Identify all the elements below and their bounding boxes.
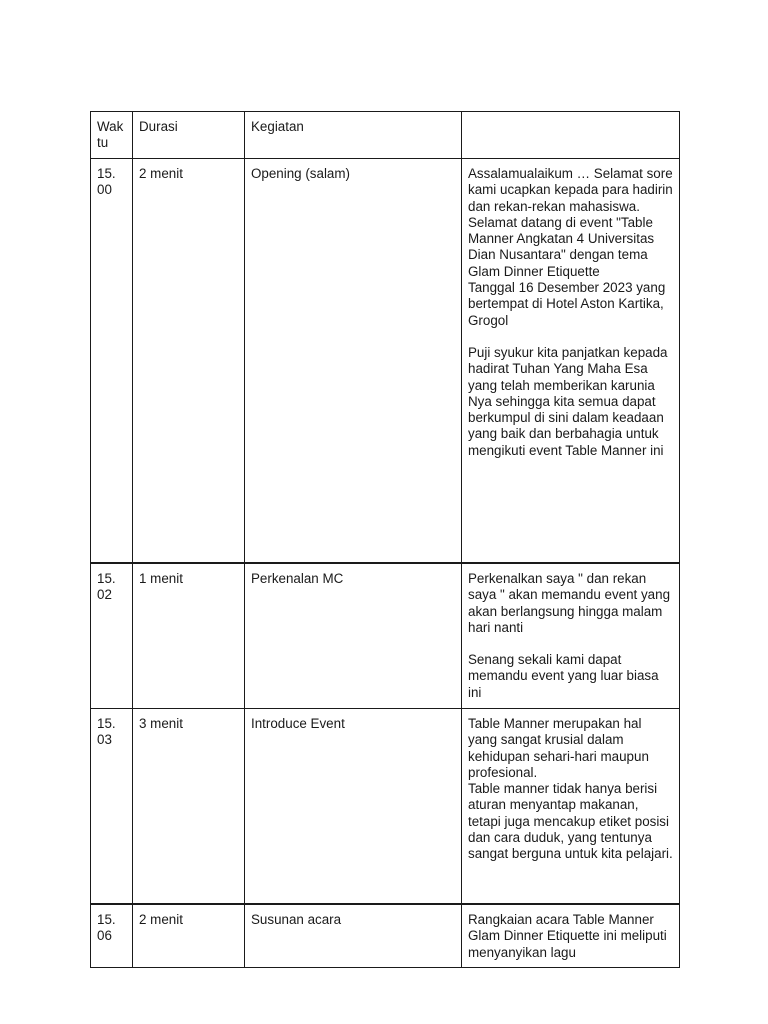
script-paragraph: Rangkaian acara Table Manner Glam Dinner Etiquette ini meliputi menyanyikan lagu	[468, 912, 667, 960]
cell-kegiatan: Opening (salam)	[245, 159, 462, 564]
rundown-table	[90, 111, 680, 968]
cell-durasi: 3 menit	[133, 709, 245, 905]
script-paragraph: Senang sekali kami dapat memandu event yang luar biasa ini	[468, 652, 659, 700]
header-kegiatan: Kegiatan	[245, 112, 462, 159]
cell-waktu: 15. 00	[91, 159, 133, 564]
cell-naskah	[462, 159, 680, 564]
table-row	[91, 159, 680, 564]
header-naskah	[462, 112, 680, 159]
cell-naskah	[462, 709, 680, 905]
cell-kegiatan: Perkenalan MC	[245, 563, 462, 709]
cell-kegiatan: Introduce Event	[245, 709, 462, 905]
cell-kegiatan: Susunan acara	[245, 904, 462, 967]
cell-durasi: 2 menit	[133, 159, 245, 564]
script-paragraph: Puji syukur kita panjatkan kepada hadirat Tuhan Yang Maha Esa yang telah memberikan karunia Nya sehingga kita semua dapat berkumpul di sini dalam keadaan yang baik dan berbahagia untuk mengikuti event Table Manner ini	[468, 344, 668, 458]
header-durasi: Durasi	[133, 112, 245, 159]
cell-naskah	[462, 904, 680, 967]
cell-naskah	[462, 563, 680, 709]
cell-waktu: 15. 02	[91, 563, 133, 709]
script-paragraph: Table Manner merupakan hal yang sangat krusial dalam kehidupan sehari-hari maupun profesional. Table manner tidak hanya berisi aturan menyantap makanan, tetapi juga mencakup etiket posisi dan cara duduk, yang tentunya sangat berguna untuk kita pelajari.	[468, 716, 673, 862]
cell-waktu: 15. 03	[91, 709, 133, 905]
cell-waktu: 15. 06	[91, 904, 133, 967]
table-row	[91, 709, 680, 905]
cell-durasi: 1 menit	[133, 563, 245, 709]
header-waktu: Wak tu	[91, 112, 133, 159]
table-row	[91, 563, 680, 709]
script-paragraph: Perkenalkan saya " dan rekan saya " akan memandu event yang akan berlangsung hingga malam hari nanti	[468, 571, 671, 635]
table-row	[91, 904, 680, 967]
cell-durasi: 2 menit	[133, 904, 245, 967]
script-paragraph: Assalamualaikum … Selamat sore kami ucapkan kepada para hadirin dan rekan-rekan mahasiswa. Selamat datang di event "Table Manner Angkatan 4 Universitas Dian Nusantara" dengan tema Glam Dinner Etiquette Tanggal 16 Desember 2023 yang bertempat di Hotel Aston Kartika, Grogol	[468, 166, 673, 328]
table-header-row	[91, 112, 680, 159]
